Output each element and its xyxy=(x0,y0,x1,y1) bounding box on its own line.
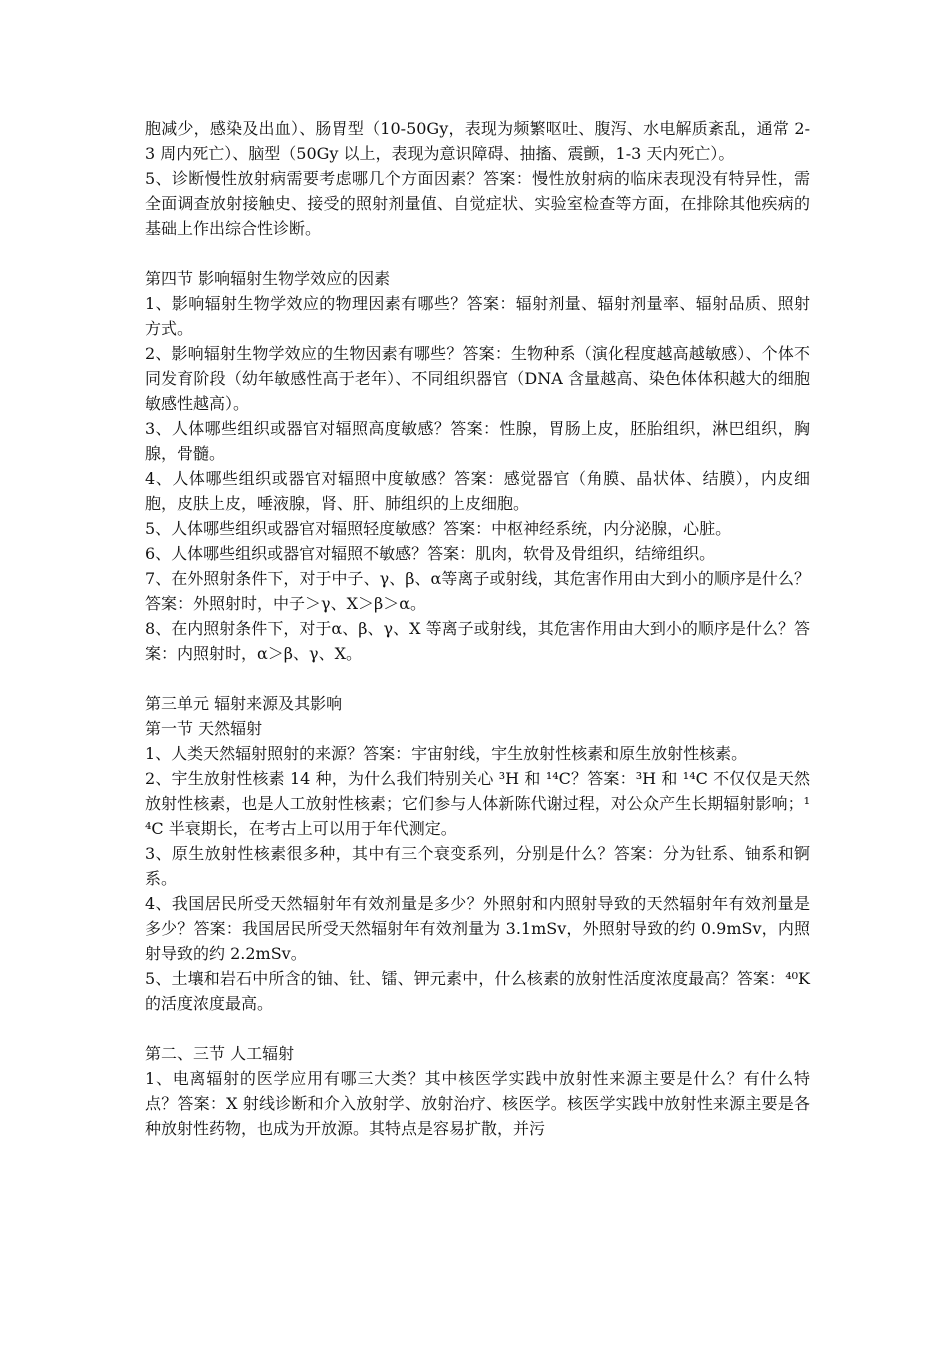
paragraph-gap xyxy=(145,666,810,691)
question-answer-paragraph: 6、人体哪些组织或器官对辐照不敏感？答案：肌肉，软骨及骨组织，结缔组织。 xyxy=(145,544,716,563)
question-answer-paragraph: 4、我国居民所受天然辐射年有效剂量是多少？外照射和内照射导致的天然辐射年有效剂量是多少？答案：我国居民所受天然辐射年有效剂量为 3.1mSv，外照射导致的约 0.9mSv，内照射导致的约 2.2mSv。 xyxy=(145,894,810,963)
section-heading: 第二、三节 人工辐射 xyxy=(145,1044,295,1063)
question-answer-paragraph: 8、在内照射条件下，对于α、β、γ、X 等离子或射线，其危害作用由大到小的顺序是什么？答案：内照射时，α＞β、γ、X。 xyxy=(145,619,810,663)
paragraph-gap xyxy=(145,1016,810,1041)
question-answer-paragraph: 7、在外照射条件下，对于中子、γ、β、α等离子或射线，其危害作用由大到小的顺序是什么？答案：外照射时，中子＞γ、X＞β＞α。 xyxy=(145,569,810,613)
question-answer-paragraph: 5、土壤和岩石中所含的铀、钍、镭、钾元素中，什么核素的放射性活度浓度最高？答案：⁴⁰K 的活度浓度最高。 xyxy=(145,969,810,1013)
section-heading: 第四节 影响辐射生物学效应的因素 xyxy=(145,269,391,288)
document-body xyxy=(145,116,810,1141)
question-answer-paragraph: 胞减少，感染及出血）、肠胃型（10-50Gy，表现为频繁呕吐、腹泻、水电解质紊乱，通常 2-3 周内死亡）、脑型（50Gy 以上，表现为意识障碍、抽搐、震颤，1-3 天内死亡）。 xyxy=(145,119,810,163)
question-answer-paragraph: 5、诊断慢性放射病需要考虑哪几个方面因素？答案：慢性放射病的临床表现没有特异性，需全面调查放射接触史、接受的照射剂量值、自觉症状、实验室检查等方面，在排除其他疾病的基础上作出综合性诊断。 xyxy=(145,169,810,238)
question-answer-paragraph: 1、人类天然辐射照射的来源？答案：宇宙射线，宇生放射性核素和原生放射性核素。 xyxy=(145,744,748,763)
question-answer-paragraph: 3、原生放射性核素很多种，其中有三个衰变系列，分别是什么？答案：分为钍系、铀系和锕系。 xyxy=(145,844,810,888)
question-answer-paragraph: 4、人体哪些组织或器官对辐照中度敏感？答案：感觉器官（角膜、晶状体、结膜），内皮细胞，皮肤上皮，唾液腺，肾、肝、肺组织的上皮细胞。 xyxy=(145,469,810,513)
question-answer-paragraph: 5、人体哪些组织或器官对辐照轻度敏感？答案：中枢神经系统，内分泌腺，心脏。 xyxy=(145,519,732,538)
question-answer-paragraph: 1、影响辐射生物学效应的物理因素有哪些？答案：辐射剂量、辐射剂量率、辐射品质、照射方式。 xyxy=(145,294,810,338)
question-answer-paragraph: 1、电离辐射的医学应用有哪三大类？其中核医学实践中放射性来源主要是什么？有什么特点？答案：X 射线诊断和介入放射学、放射治疗、核医学。核医学实践中放射性来源主要是各种放射性药物，也成为开放源。其特点是容易扩散，并污 xyxy=(145,1069,810,1138)
section-heading: 第一节 天然辐射 xyxy=(145,719,263,738)
question-answer-paragraph: 2、宇生放射性核素 14 种，为什么我们特别关心 ³H 和 ¹⁴C？答案：³H 和 ¹⁴C 不仅仅是天然放射性核素，也是人工放射性核素；它们参与人体新陈代谢过程，对公众产生长期辐射影响；¹⁴C 半衰期长，在考古上可以用于年代测定。 xyxy=(145,769,810,838)
question-answer-paragraph: 3、人体哪些组织或器官对辐照高度敏感？答案：性腺，胃肠上皮，胚胎组织，淋巴组织，胸腺，骨髓。 xyxy=(145,419,810,463)
paragraph-gap xyxy=(145,241,810,266)
section-heading: 第三单元 辐射来源及其影响 xyxy=(145,694,343,713)
question-answer-paragraph: 2、影响辐射生物学效应的生物因素有哪些？答案：生物种系（演化程度越高越敏感）、个体不同发育阶段（幼年敏感性高于老年）、不同组织器官（DNA 含量越高、染色体体积越大的细胞敏感性越高）。 xyxy=(145,344,810,413)
